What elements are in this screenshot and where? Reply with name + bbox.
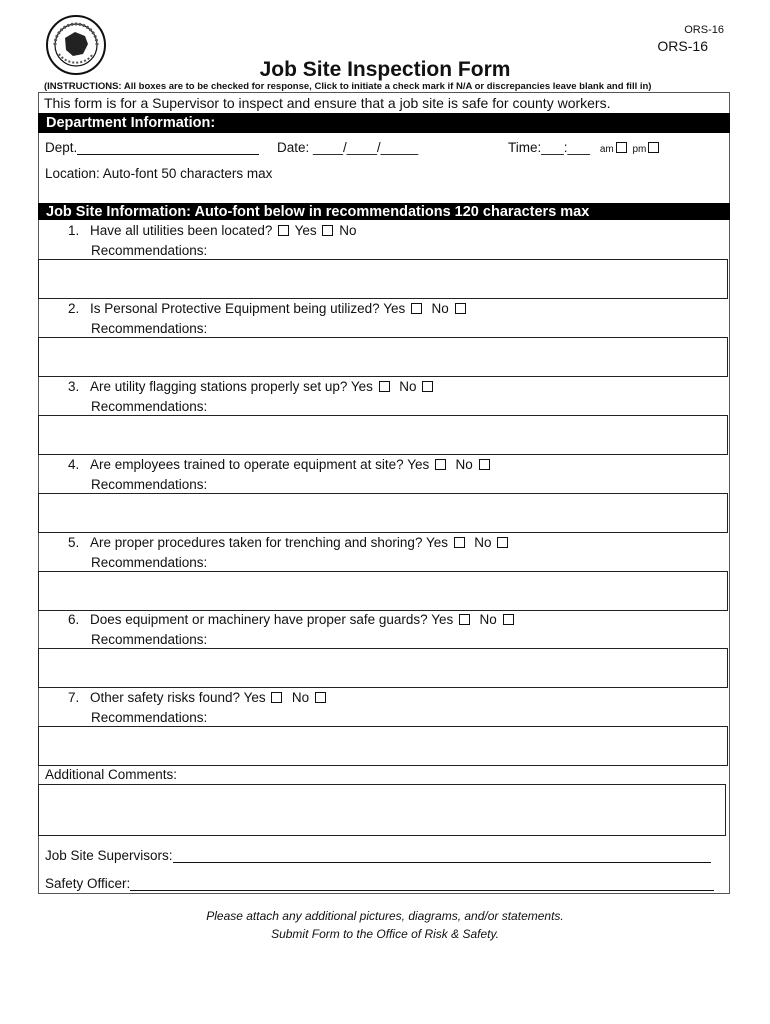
recommendations-input-1[interactable] — [38, 259, 728, 299]
yes-checkbox[interactable] — [379, 381, 390, 392]
question-text: Are proper procedures taken for trenching and shoring? — [90, 535, 423, 550]
supervisors-field[interactable] — [45, 848, 711, 863]
question-3 — [68, 379, 435, 394]
question-2 — [68, 301, 468, 316]
question-number: 3. — [68, 379, 80, 394]
form-code: ORS-16 — [657, 38, 708, 54]
department-section-heading: Department Information: — [38, 113, 730, 133]
yes-label: Yes — [383, 301, 406, 316]
no-checkbox[interactable] — [479, 459, 490, 470]
yes-label: Yes — [350, 379, 373, 394]
yes-checkbox[interactable] — [411, 303, 422, 314]
date-field[interactable]: Date: ____/____/_____ — [277, 140, 419, 155]
recommendations-label: Recommendations: — [91, 555, 208, 570]
yes-label: Yes — [407, 457, 430, 472]
question-7 — [68, 690, 328, 705]
time-field[interactable] — [508, 140, 661, 155]
recommendations-input-4[interactable] — [38, 493, 728, 533]
no-label: No — [291, 690, 310, 705]
question-1 — [68, 223, 356, 238]
recommendations-label: Recommendations: — [91, 321, 208, 336]
no-label: No — [399, 379, 417, 394]
yes-label: Yes — [425, 535, 448, 550]
instructions-text: (INSTRUCTIONS: All boxes are to be checked for response, Click to initiate a check mark if N/A or discrepancies leave blank and fill in) — [44, 81, 652, 92]
safety-officer-field[interactable] — [45, 876, 714, 891]
no-checkbox[interactable] — [455, 303, 466, 314]
recommendations-label: Recommendations: — [91, 710, 208, 725]
location-field[interactable]: Location: Auto-font 50 characters max — [45, 166, 273, 181]
page-title: Job Site Inspection Form — [259, 58, 511, 81]
form-code-small: ORS-16 — [684, 24, 724, 36]
no-checkbox[interactable] — [322, 225, 333, 236]
no-label: No — [455, 457, 473, 472]
question-text: Are utility flagging stations properly set up? — [90, 379, 348, 394]
question-number: 1. — [68, 223, 80, 238]
recommendations-label: Recommendations: — [91, 399, 208, 414]
no-checkbox[interactable] — [422, 381, 433, 392]
pm-checkbox[interactable] — [648, 142, 659, 153]
dept-label: Dept. — [45, 140, 78, 155]
am-label: am — [599, 144, 614, 155]
question-text: Are employees trained to operate equipment at site? — [90, 457, 404, 472]
question-number: 2. — [68, 301, 80, 316]
supervisors-input-line[interactable] — [173, 848, 711, 863]
recommendations-input-5[interactable] — [38, 571, 728, 611]
recommendations-label: Recommendations: — [91, 243, 208, 258]
footer-note-line1: Please attach any additional pictures, diagrams, and/or statements. — [206, 909, 564, 923]
recommendations-input-7[interactable] — [38, 726, 728, 766]
yes-checkbox[interactable] — [271, 692, 282, 703]
no-checkbox[interactable] — [503, 614, 514, 625]
recommendations-input-3[interactable] — [38, 415, 728, 455]
time-label: Time:___:___ — [508, 140, 591, 155]
no-label: No — [479, 612, 497, 627]
question-5 — [68, 535, 510, 550]
job-site-section-heading: Job Site Information: Auto-font below in recommendations 120 characters max — [38, 203, 730, 220]
question-number: 5. — [68, 535, 80, 550]
yes-checkbox[interactable] — [435, 459, 446, 470]
yes-label: Yes — [243, 690, 266, 705]
no-checkbox[interactable] — [497, 537, 508, 548]
am-checkbox[interactable] — [616, 142, 627, 153]
intro-text: This form is for a Supervisor to inspect and ensure that a job site is safe for county workers. — [44, 95, 611, 111]
footer-note-line2: Submit Form to the Office of Risk & Safety. — [271, 927, 499, 941]
no-checkbox[interactable] — [315, 692, 326, 703]
no-label: No — [474, 535, 492, 550]
question-text: Does equipment or machinery have proper safe guards? — [90, 612, 428, 627]
recommendations-input-6[interactable] — [38, 648, 728, 688]
recommendations-label: Recommendations: — [91, 632, 208, 647]
recommendations-input-2[interactable] — [38, 337, 728, 377]
safety-officer-label: Safety Officer: — [45, 876, 131, 891]
yes-checkbox[interactable] — [278, 225, 289, 236]
additional-comments-input[interactable] — [38, 784, 726, 836]
question-number: 4. — [68, 457, 80, 472]
dept-field[interactable] — [45, 140, 259, 155]
recommendations-label: Recommendations: — [91, 477, 208, 492]
question-4 — [68, 457, 492, 472]
question-text: Is Personal Protective Equipment being utilized? — [90, 301, 380, 316]
additional-comments-label: Additional Comments: — [45, 767, 178, 782]
dept-input-line[interactable] — [77, 140, 259, 155]
question-6 — [68, 612, 516, 627]
question-number: 7. — [68, 690, 80, 705]
yes-label: Yes — [294, 223, 317, 238]
question-text: Have all utilities been located? — [90, 223, 273, 238]
yes-checkbox[interactable] — [454, 537, 465, 548]
no-label: No — [339, 223, 357, 238]
yes-checkbox[interactable] — [459, 614, 470, 625]
question-number: 6. — [68, 612, 80, 627]
question-text: Other safety risks found? — [90, 690, 241, 705]
safety-officer-input-line[interactable] — [130, 876, 714, 891]
supervisors-label: Job Site Supervisors: — [45, 848, 173, 863]
yes-label: Yes — [431, 612, 454, 627]
no-label: No — [431, 301, 449, 316]
pm-label: pm — [632, 144, 647, 155]
